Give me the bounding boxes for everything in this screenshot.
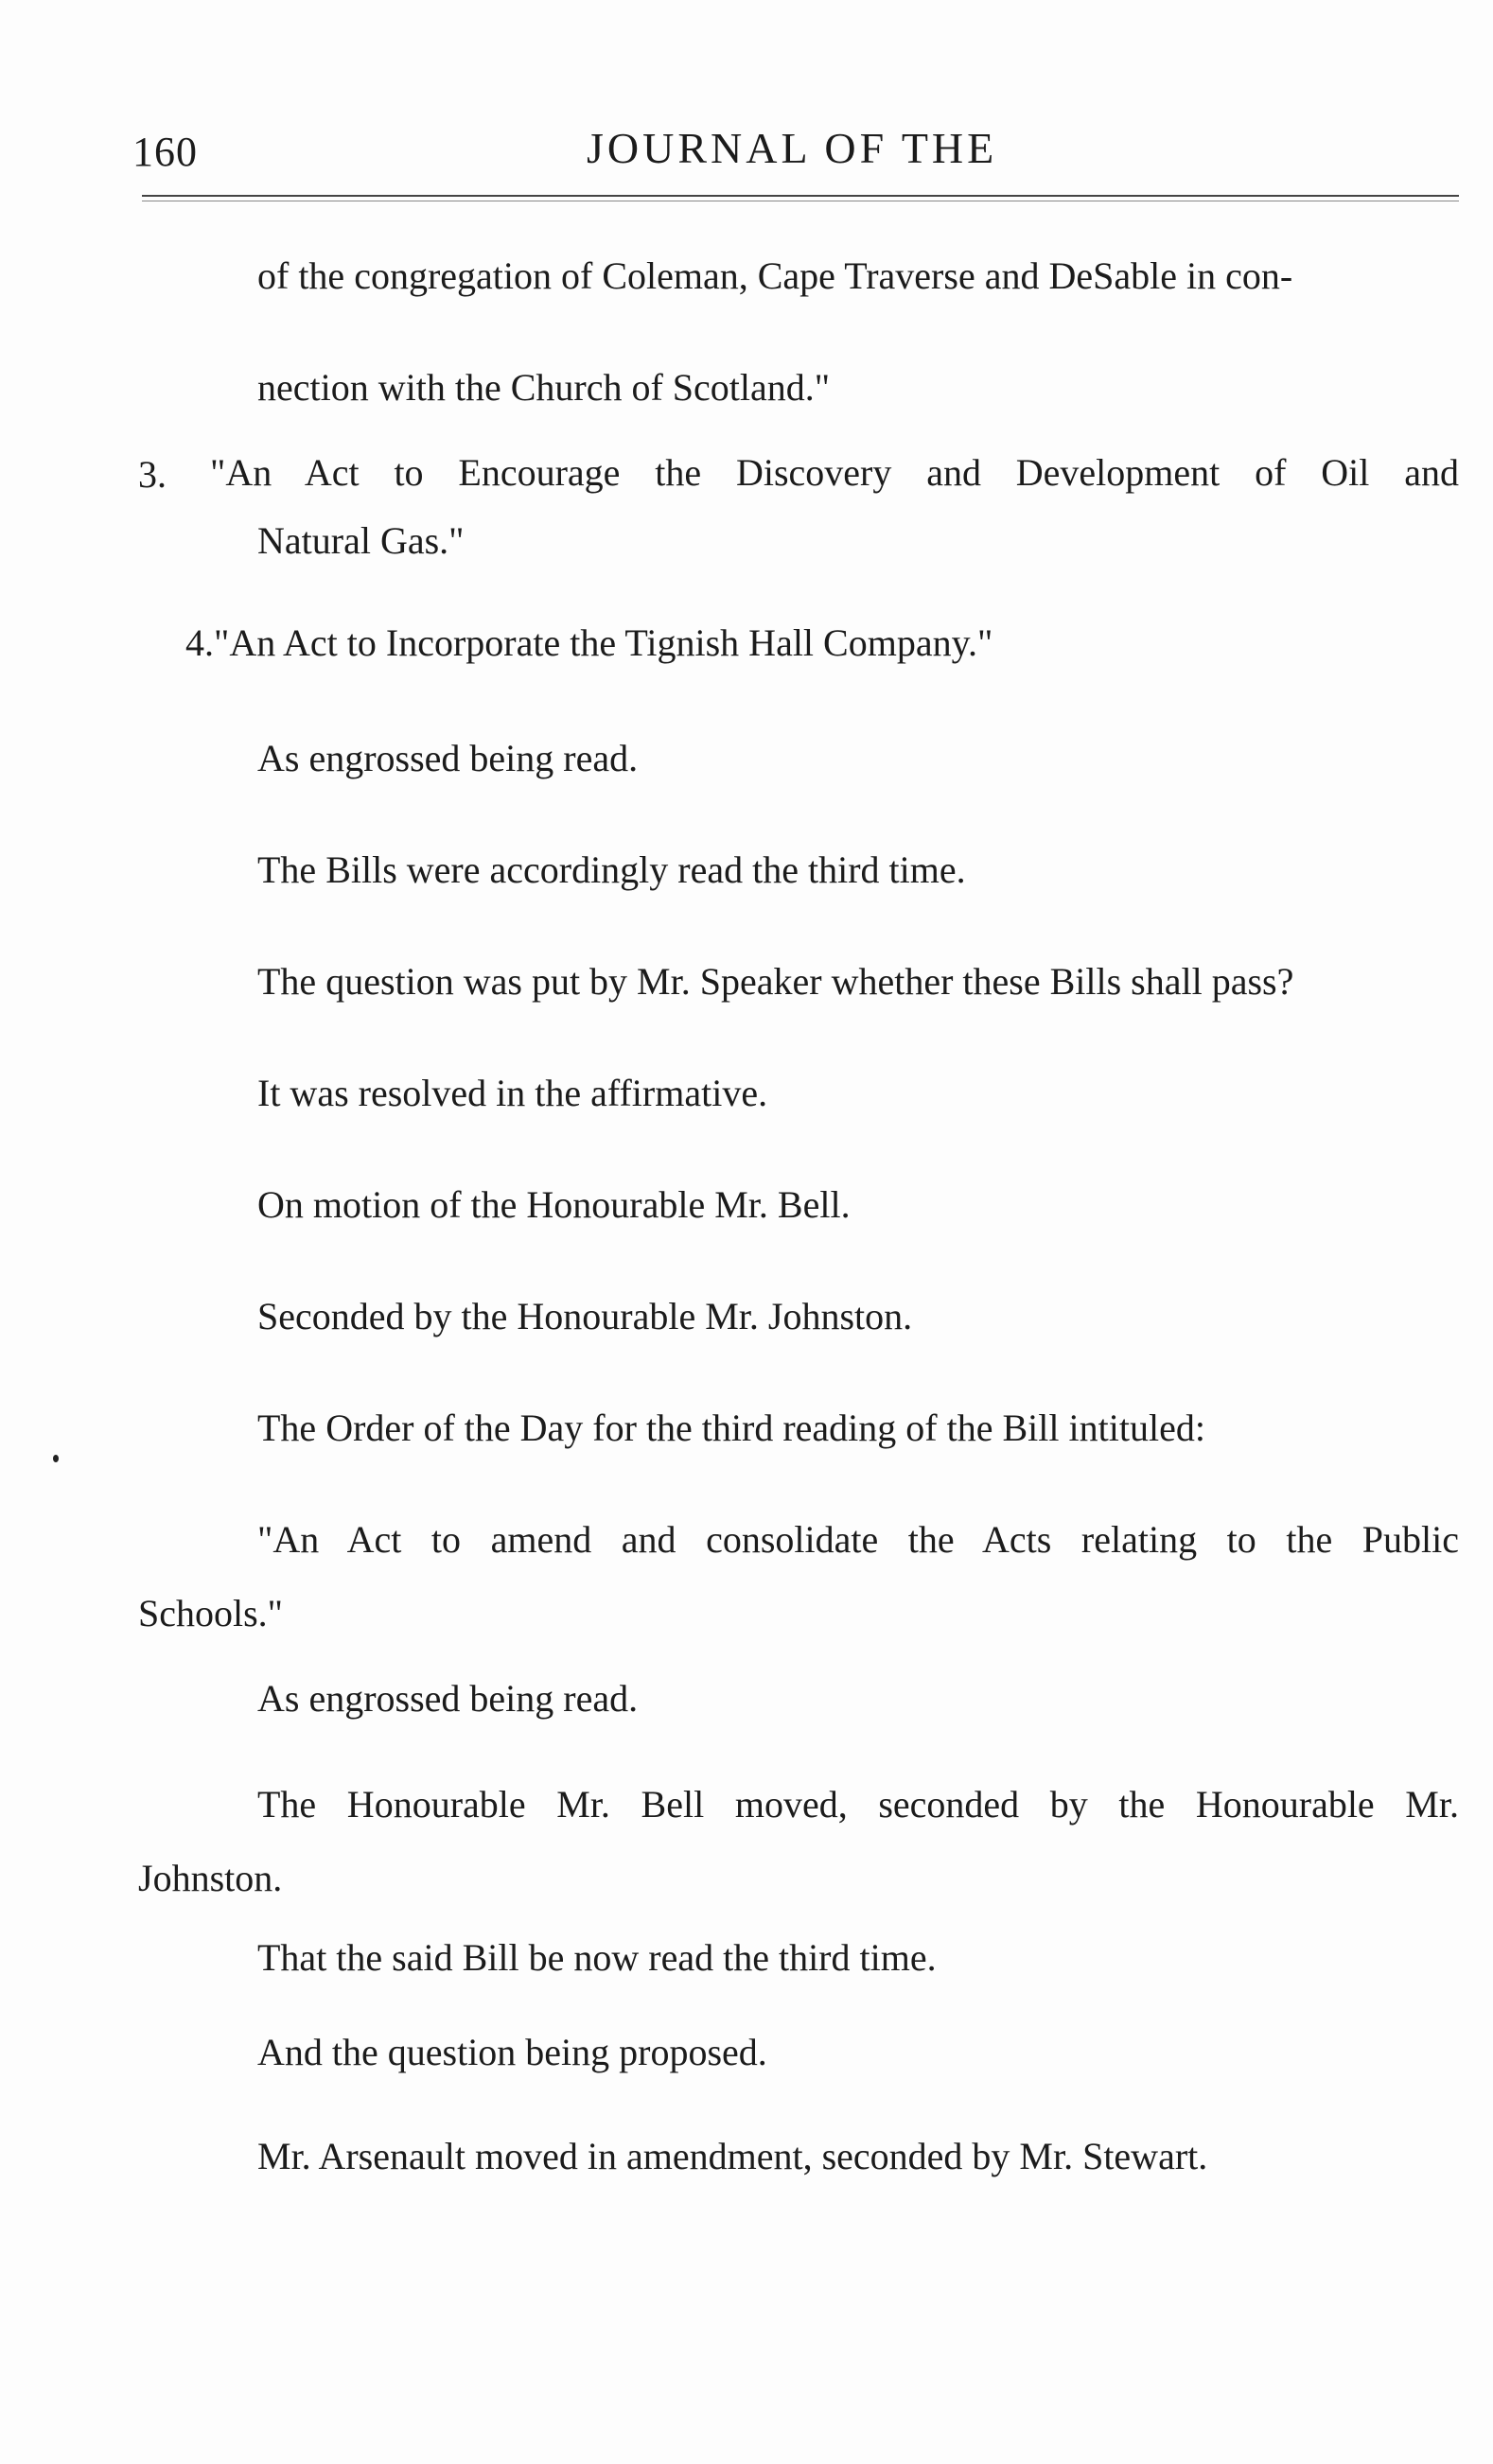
body-line: 4."An Act to Incorporate the Tignish Hall Company."	[185, 621, 993, 664]
body-line	[257, 254, 1459, 297]
body-line: "An Act to amend and consolidate the Acts relating to the Public	[257, 1518, 1459, 1561]
body-line: That the said Bill be now read the third time.	[257, 1936, 937, 1979]
page-number: 160	[132, 129, 198, 175]
body-line: And the question being proposed.	[257, 2031, 767, 2073]
body-line: Mr. Arsenault moved in amendment, seconded by Mr. Stewart.	[257, 2135, 1208, 2177]
body-line: As engrossed being read.	[257, 1677, 639, 1720]
body-line: The question was put by Mr. Speaker whether these Bills shall pass?	[257, 960, 1294, 1003]
body-text: of the congregation of Coleman, Cape Traverse and DeSable in con-	[257, 254, 1293, 297]
body-line: Johnston.	[138, 1857, 283, 1899]
body-line: The Bills were accordingly read the third time.	[257, 848, 966, 891]
body-line: "An Act to Encourage the Discovery and Development of Oil and	[210, 451, 1459, 494]
item-number: 3.	[138, 453, 167, 496]
body-line: Seconded by the Honourable Mr. Johnston.	[257, 1295, 913, 1337]
body-line: As engrossed being read.	[257, 737, 639, 779]
body-line: The Honourable Mr. Bell moved, seconded by the Honourable Mr.	[257, 1783, 1459, 1826]
running-head: JOURNAL OF THE	[587, 124, 998, 172]
body-line: On motion of the Honourable Mr. Bell.	[257, 1183, 851, 1226]
body-line: nection with the Church of Scotland."	[257, 366, 831, 409]
body-line: It was resolved in the affirmative.	[257, 1072, 768, 1114]
ink-speck	[53, 1455, 59, 1462]
body-line: Natural Gas."	[257, 519, 465, 562]
body-line: The Order of the Day for the third reading of the Bill intituled:	[257, 1407, 1205, 1449]
body-line: Schools."	[138, 1592, 284, 1634]
header-rule	[142, 195, 1459, 197]
